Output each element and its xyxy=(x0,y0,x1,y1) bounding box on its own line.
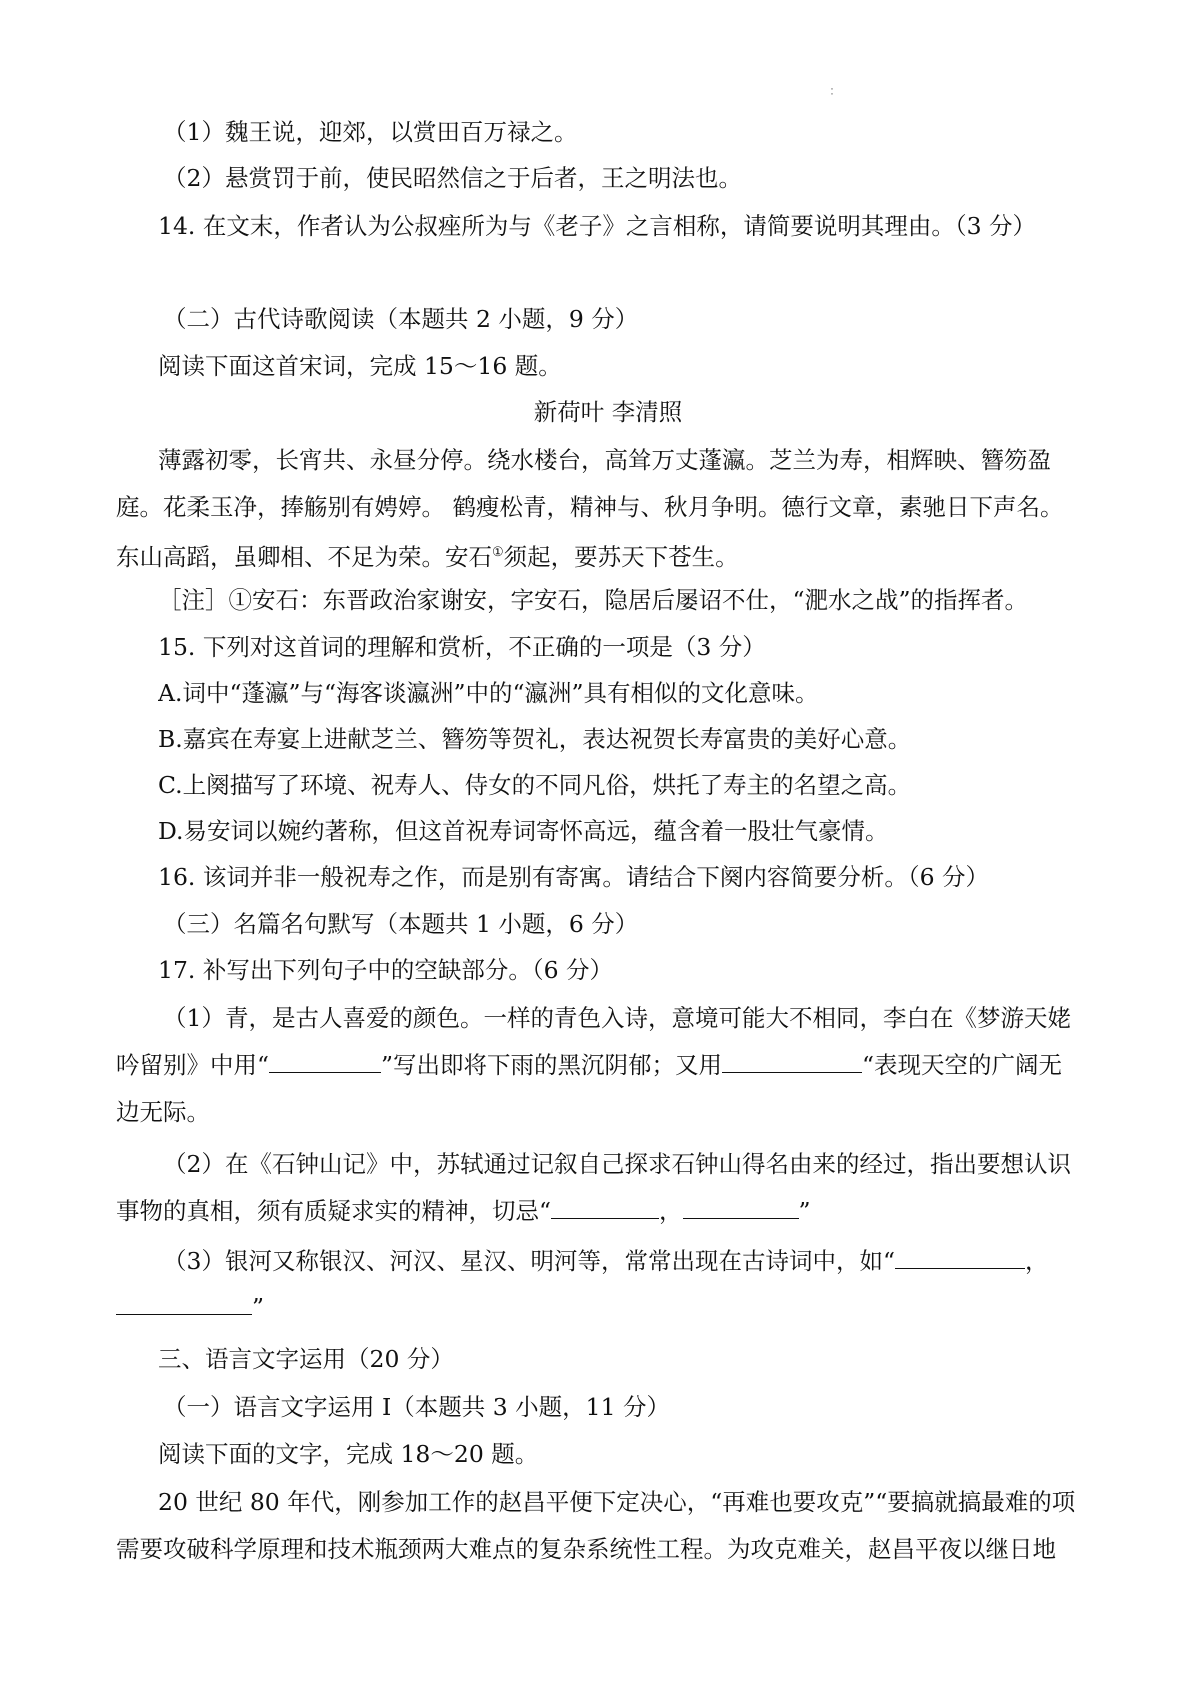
text-line: （2）悬赏罚于前，使民昭然信之于后者，王之明法也。 xyxy=(163,164,742,192)
poem-title: 新荷叶 李清照 xyxy=(533,398,683,426)
answer-blank[interactable] xyxy=(895,1240,1025,1269)
text-line: （2）在《石钟山记》中，苏轼通过记叙自己探求石钟山得名由来的经过，指出要想认识 xyxy=(163,1150,1071,1178)
fill-line xyxy=(116,1188,1100,1234)
poem-line xyxy=(116,530,1100,576)
poem-note: ［注］①安石：东晋政治家谢安，字安石，隐居后屡诏不仕，“淝水之战”的指挥者。 xyxy=(158,586,1029,614)
option-c: C.上阕描写了环境、祝寿人、侍女的不同凡俗，烘托了寿主的名望之高。 xyxy=(158,771,912,799)
question-15: 15. 下列对这首词的理解和赏析，不正确的一项是（3 分） xyxy=(158,633,766,661)
answer-blank[interactable] xyxy=(551,1190,659,1219)
text-line: （1）魏王说，迎郊，以赏田百万禄之。 xyxy=(163,118,578,146)
answer-blank[interactable] xyxy=(269,1044,381,1073)
answer-blank[interactable] xyxy=(116,1286,252,1315)
fill-line xyxy=(163,1238,1100,1284)
poem-line: 庭。花柔玉净，捧觞别有娉婷。 鹤瘦松青，精神与、秋月争明。德行文章，素驰日下声名。 xyxy=(116,493,1064,521)
text-line: 阅读下面的文字，完成 18～20 题。 xyxy=(158,1440,539,1468)
section-heading-recitation: （三）名篇名句默写（本题共 1 小题，6 分） xyxy=(163,910,639,938)
text-fragment: （3）银河又称银汉、河汉、星汉、明河等，常常出现在古诗词中，如“ xyxy=(163,1247,895,1275)
text-fragment: 事物的真相，须有质疑求实的精神，切忌“ xyxy=(116,1197,552,1225)
section-heading-language: 三、语言文字运用（20 分） xyxy=(158,1345,454,1373)
text-line: 需要攻破科学原理和技术瓶颈两大难点的复杂系统性工程。为攻克难关，赵昌平夜以继日地 xyxy=(116,1535,1056,1563)
text-fragment: ” xyxy=(252,1293,265,1321)
text-line: 边无际。 xyxy=(116,1098,210,1126)
question-14: 14. 在文末，作者认为公叔痤所为与《老子》之言相称，请简要说明其理由。（3 分） xyxy=(158,212,1037,240)
scan-mark: ﹕ xyxy=(826,83,839,97)
subsection-heading: （一）语言文字运用 I（本题共 3 小题，11 分） xyxy=(163,1393,671,1421)
poem-text: 东山高蹈，虽卿相、不足为荣。安石 xyxy=(116,542,492,571)
text-line: 20 世纪 80 年代，刚参加工作的赵昌平便下定决心，“再难也要攻克”“要搞就搞最难的项 xyxy=(158,1488,1076,1516)
text-fragment: ”写出即将下雨的黑沉阴郁；又用 xyxy=(381,1051,723,1079)
question-17: 17. 补写出下列句子中的空缺部分。（6 分） xyxy=(158,956,614,984)
question-16: 16. 该词并非一般祝寿之作，而是别有寄寓。请结合下阕内容简要分析。（6 分） xyxy=(158,863,990,891)
answer-blank[interactable] xyxy=(683,1190,799,1219)
option-b: B.嘉宾在寿宴上进献芝兰、簪笏等贺礼，表达祝贺长寿富贵的美好心意。 xyxy=(158,725,912,753)
poem-text: 须起，要苏天下苍生。 xyxy=(503,542,739,571)
text-fragment: 吟留别》中用“ xyxy=(116,1051,270,1079)
poem-line: 薄露初零，长宵共、永昼分停。绕水楼台，高耸万丈蓬瀛。芝兰为寿，相辉映、簪笏盈 xyxy=(158,446,1051,474)
fill-line xyxy=(116,1284,1100,1330)
answer-blank[interactable] xyxy=(722,1044,862,1073)
text-fragment: ” xyxy=(798,1197,811,1225)
fill-line xyxy=(116,1042,1100,1088)
text-fragment: ， xyxy=(659,1197,683,1225)
text-line: （1）青，是古人喜爱的颜色。一样的青色入诗，意境可能大不相同，李白在《梦游天姥 xyxy=(163,1004,1071,1032)
text-fragment: “表现天空的广阔无 xyxy=(862,1051,1063,1079)
text-fragment: ， xyxy=(1024,1247,1049,1275)
option-d: D.易安词以婉约著称，但这首祝寿词寄怀高远，蕴含着一股壮气豪情。 xyxy=(158,817,889,845)
option-a: A.词中“蓬瀛”与“海客谈瀛洲”中的“瀛洲”具有相似的文化意味。 xyxy=(158,679,819,707)
section-heading-poetry: （二）古代诗歌阅读（本题共 2 小题，9 分） xyxy=(163,305,639,333)
footnote-marker: ① xyxy=(492,545,504,560)
text-line: 阅读下面这首宋词，完成 15～16 题。 xyxy=(158,352,562,380)
